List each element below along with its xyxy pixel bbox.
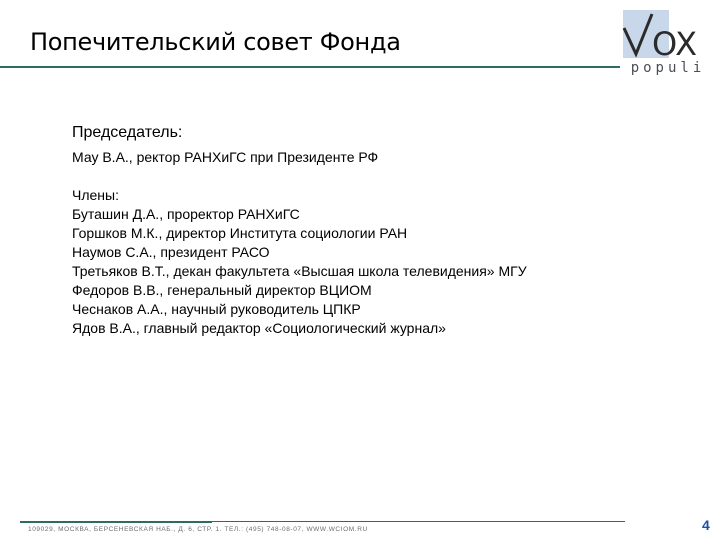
page-number: 4 [702, 517, 710, 533]
board-content [72, 124, 527, 338]
logo-mark [620, 8, 716, 60]
chairman-heading: Председатель: [72, 124, 183, 141]
member-item: Буташин Д.А., проректор РАНХиГС [72, 206, 300, 222]
member-item: Ядов В.А., главный редактор «Социологический журнал» [72, 320, 446, 336]
title-divider [0, 66, 620, 68]
logo-word-bottom: populi [630, 60, 706, 76]
member-item: Третьяков В.Т., декан факультета «Высшая школа телевидения» МГУ [72, 263, 527, 279]
footer-divider-thin [212, 521, 625, 522]
members-heading: Члены: [72, 187, 119, 203]
member-item: Горшков М.К., директор Института социологии РАН [72, 225, 408, 241]
spacer [72, 167, 527, 186]
member-item: Чеснаков А.А., научный руководитель ЦПКР [72, 301, 361, 317]
footer-divider [20, 521, 212, 523]
member-item: Федоров В.В., генеральный директор ВЦИОМ [72, 282, 372, 298]
member-item: Наумов С.А., президент РАСО [72, 244, 270, 260]
chairman-line: Мау В.А., ректор РАНХиГС при Президенте РФ [72, 149, 379, 165]
slide-title: Попечительский совет Фонда [30, 28, 401, 56]
vox-populi-logo [620, 8, 716, 86]
logo-word-top: OX [652, 25, 698, 60]
footer-address: 109029, МОСКВА, БЕРСЕНЕВСКАЯ НАБ., Д. 6, СТР. 1. ТЕЛ.: (495) 748-08-07, WWW.WCIOM.RU [28, 526, 368, 533]
